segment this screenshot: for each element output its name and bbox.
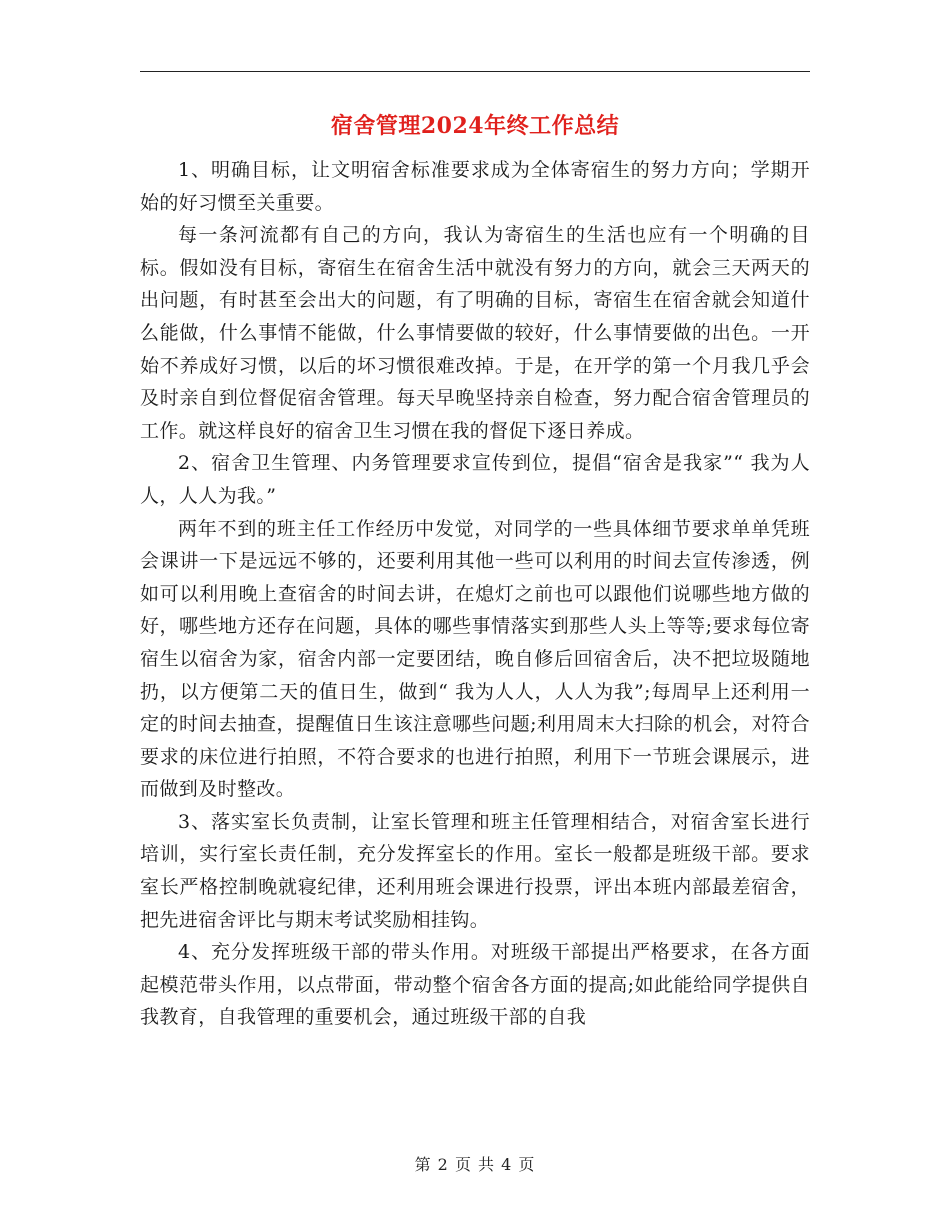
document-body [140, 154, 810, 1034]
paragraph-1: 1、明确目标，让文明宿舍标准要求成为全体寄宿生的努力方向；学期开始的好习惯至关重要。 [140, 159, 810, 214]
page-number: 第 2 页 共 4 页 [414, 1155, 536, 1174]
header-rule [140, 71, 810, 72]
paragraph-5: 3、落实室长负责制，让室长管理和班主任管理相结合，对宿舍室长进行培训，实行室长责任制，充分发挥室长的作用。室长一般都是班级干部。要求室长严格控制晚就寝纪律，还利用班会课进行投票，评出本班内部最差宿舍，把先进宿舍评比与期末考试奖励相挂钩。 [140, 810, 810, 931]
document-title: 宿舍管理2024年终工作总结 [330, 113, 620, 139]
page-footer [0, 1153, 950, 1177]
paragraph-4: 两年不到的班主任工作经历中发觉，对同学的一些具体细节要求单单凭班会课讲一下是远远不够的，还要利用其他一些可以利用的时间去宣传渗透，例如可以利用晚上查宿舍的时间去讲，在熄灯之前也可以跟他们说哪些地方做的好，哪些地方还存在问题，具体的哪些事情落实到那些人头上等等;要求每位寄宿生以宿舍为家，宿舍内部一定要团结，晚自修后回宿舍后，决不把垃圾随地扔，以方便第二天的值日生，做到“ 我为人人，人人为我”;每周早上还利用一定的时间去抽查，提醒值日生该注意哪些问题;利用周末大扫除的机会，对符合要求的床位进行拍照，不符合要求的也进行拍照，利用下一节班会课展示，进而做到及时整改。 [140, 517, 810, 801]
paragraph-6: 4、充分发挥班级干部的带头作用。对班级干部提出严格要求，在各方面起模范带头作用，以点带面，带动整个宿舍各方面的提高;如此能给同学提供自我教育，自我管理的重要机会，通过班级干部的自我 [140, 941, 810, 1029]
paragraph-3: 2、宿舍卫生管理、内务管理要求宣传到位，提倡“宿舍是我家”“ 我为人人，人人为我。” [140, 452, 810, 507]
paragraph-2: 每一条河流都有自己的方向，我认为寄宿生的生活也应有一个明确的目标。假如没有目标，寄宿生在宿舍生活中就没有努力的方向，就会三天两天的出问题，有时甚至会出大的问题，有了明确的目标，寄宿生在宿舍就会知道什么能做，什么事情不能做，什么事情要做的较好，什么事情要做的出色。一开始不养成好习惯，以后的坏习惯很难改掉。于是，在开学的第一个月我几乎会及时亲自到位督促宿舍管理。每天早晚坚持亲自检查，努力配合宿舍管理员的工作。就这样良好的宿舍卫生习惯在我的督促下逐日养成。 [140, 224, 810, 442]
